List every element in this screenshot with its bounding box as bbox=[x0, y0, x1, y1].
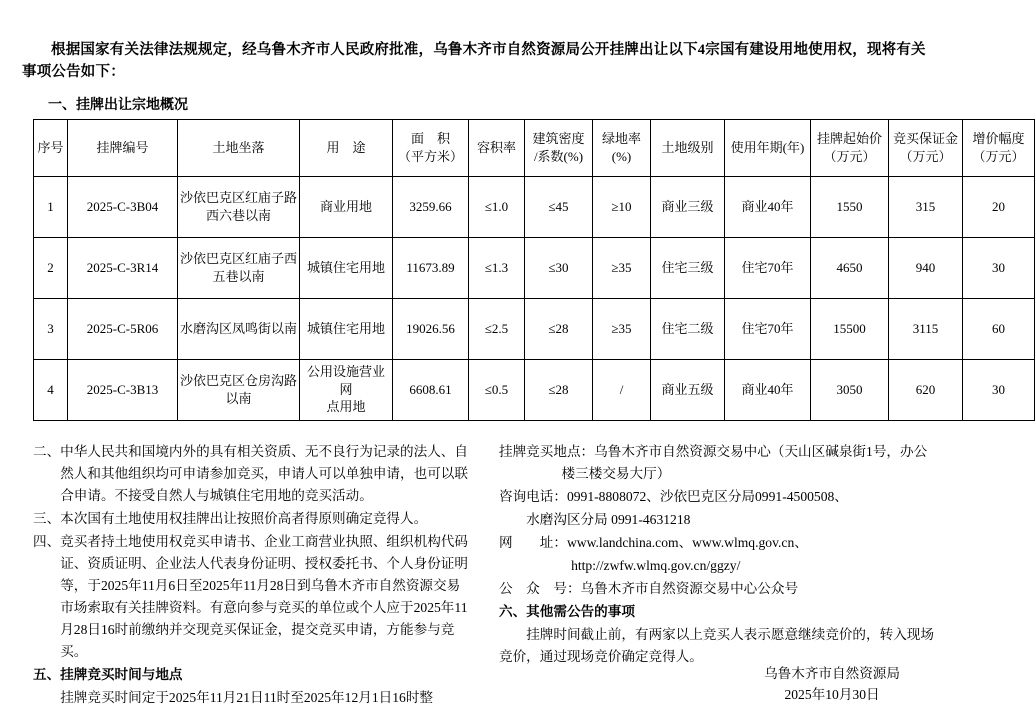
th-use bbox=[300, 119, 393, 176]
th-index bbox=[34, 119, 68, 176]
cell-area: 11673.89 bbox=[393, 237, 469, 298]
th-far bbox=[469, 119, 525, 176]
cell-density: ≤30 bbox=[525, 237, 593, 298]
notice-item-5-title: 五、挂牌竞买时间与地点 bbox=[33, 666, 183, 682]
th-area-l2: （平方米） bbox=[397, 148, 463, 164]
section-1-title: 一、挂牌出让宗地概况 bbox=[48, 97, 188, 113]
th-green-l2: (%) bbox=[611, 148, 632, 164]
cell-index: 3 bbox=[34, 298, 68, 359]
cell-green: / bbox=[593, 359, 651, 420]
cell-code: 2025-C-5R06 bbox=[68, 298, 178, 359]
th-area bbox=[393, 119, 469, 176]
contact-phone-line-2: 水磨沟区分局 0991-4631218 bbox=[526, 511, 691, 527]
cell-start-price: 1550 bbox=[811, 176, 889, 237]
cell-density: ≤45 bbox=[525, 176, 593, 237]
cell-use bbox=[300, 298, 393, 359]
cell-index: 4 bbox=[34, 359, 68, 420]
cell-location-l2: 西六巷以南 bbox=[205, 207, 271, 223]
th-density bbox=[525, 119, 593, 176]
th-density-l1: 建筑密度 bbox=[532, 130, 585, 146]
cell-grade: 商业三级 bbox=[651, 176, 725, 237]
th-increment bbox=[963, 119, 1035, 176]
notice-item-6-body: 挂牌时间截止前，有两家以上竞买人表示愿意继续竞价的，转入现场竞价，通过现场竞价确定竞得人。 bbox=[499, 626, 934, 664]
signature-block bbox=[764, 663, 900, 707]
th-grade-l1: 土地级别 bbox=[661, 139, 714, 155]
cell-location-l1: 水磨沟区凤鸣街以南 bbox=[180, 320, 298, 336]
contact-phone-line-1: 咨询电话：0991-8808072、沙依巴克区分局0991-4500508、 bbox=[499, 488, 848, 504]
cell-start-price: 15500 bbox=[811, 298, 889, 359]
cell-deposit: 940 bbox=[889, 237, 963, 298]
cell-use bbox=[300, 237, 393, 298]
table-row bbox=[34, 298, 1035, 359]
cell-years: 住宅70年 bbox=[725, 298, 811, 359]
cell-use-l1: 商业用地 bbox=[319, 198, 372, 214]
cell-location-l1: 沙依巴克区仓房沟路 bbox=[180, 372, 298, 388]
th-area-l1: 面 积 bbox=[410, 130, 450, 146]
issue-date: 2025年10月30日 bbox=[784, 687, 880, 703]
th-location bbox=[178, 119, 300, 176]
th-code bbox=[68, 119, 178, 176]
cell-area: 19026.56 bbox=[393, 298, 469, 359]
th-increment-l1: 增价幅度 bbox=[972, 130, 1025, 146]
cell-far: ≤0.5 bbox=[469, 359, 525, 420]
th-deposit-l1: 竞买保证金 bbox=[892, 130, 958, 146]
cell-far: ≤1.3 bbox=[469, 237, 525, 298]
cell-deposit: 315 bbox=[889, 176, 963, 237]
cell-increment: 60 bbox=[963, 298, 1035, 359]
cell-use bbox=[300, 359, 393, 420]
website-line-1: www.landchina.com、www.wlmq.gov.cn、 bbox=[566, 534, 808, 550]
table-row bbox=[34, 176, 1035, 237]
table-row bbox=[34, 359, 1035, 420]
cell-grade: 住宅三级 bbox=[651, 237, 725, 298]
cell-years: 商业40年 bbox=[725, 359, 811, 420]
cell-index: 2 bbox=[34, 237, 68, 298]
cell-increment: 30 bbox=[963, 237, 1035, 298]
cell-use-l2: 点用地 bbox=[326, 399, 366, 415]
th-green-l1: 绿地率 bbox=[601, 130, 641, 146]
website-row bbox=[499, 532, 938, 554]
cell-area: 6608.61 bbox=[393, 359, 469, 420]
website-line-2: http://zwfw.wlmq.gov.cn/ggzy/ bbox=[571, 557, 741, 573]
website-label: 网 址： bbox=[499, 534, 567, 550]
table-row bbox=[34, 237, 1035, 298]
notice-item-4: 四、竞买者持土地使用权竞买申请书、企业工商营业执照、组织机构代码证、资质证明、企业法人代表身份证明、授权委托书、个人身份证明等，于2025年11月6日至2025年11月28日到乌鲁木齐市自然资源交易市场索取有关挂牌资料。有意向参与竞买的单位或个人应于2025年11月28日16时前缴纳并交现竞买保证金，提交竞买申请，方能参与竞买。 bbox=[33, 533, 468, 659]
cell-location bbox=[178, 298, 300, 359]
cell-location bbox=[178, 359, 300, 420]
notice-item-3: 三、本次国有土地使用权挂牌出让按照价高者得原则确定竞得人。 bbox=[33, 510, 428, 526]
th-start-price bbox=[811, 119, 889, 176]
cell-start-price: 4650 bbox=[811, 237, 889, 298]
cell-years: 商业40年 bbox=[725, 176, 811, 237]
table-header-row bbox=[34, 119, 1035, 176]
th-green bbox=[593, 119, 651, 176]
cell-deposit: 3115 bbox=[889, 298, 963, 359]
cell-grade: 住宅二级 bbox=[651, 298, 725, 359]
auction-venue: 挂牌竞买地点：乌鲁木齐市自然资源交易中心（天山区碱泉街1号，办公楼三楼交易大厅） bbox=[499, 443, 928, 481]
cell-density: ≤28 bbox=[525, 359, 593, 420]
cell-green: ≥35 bbox=[593, 298, 651, 359]
intro-paragraph: 根据国家有关法律法规规定，经乌鲁木齐市人民政府批准，乌鲁木齐市自然资源局公开挂牌出让以下4宗国有建设用地使用权，现将有关事项公告如下： bbox=[22, 42, 926, 80]
cell-location-l2: 以南 bbox=[225, 390, 252, 406]
cell-grade: 商业五级 bbox=[651, 359, 725, 420]
th-deposit-l2: （万元） bbox=[899, 148, 952, 164]
cell-far: ≤2.5 bbox=[469, 298, 525, 359]
th-far-l1: 容积率 bbox=[476, 139, 516, 155]
cell-code: 2025-C-3B13 bbox=[68, 359, 178, 420]
th-grade bbox=[651, 119, 725, 176]
cell-location-l1: 沙依巴克区红庙子路 bbox=[180, 189, 298, 205]
issuing-organization: 乌鲁木齐市自然资源局 bbox=[764, 665, 900, 681]
cell-years: 住宅70年 bbox=[725, 237, 811, 298]
cell-green: ≥10 bbox=[593, 176, 651, 237]
th-years-l1: 使用年期(年) bbox=[730, 139, 805, 155]
cell-code: 2025-C-3R14 bbox=[68, 237, 178, 298]
cell-code: 2025-C-3B04 bbox=[68, 176, 178, 237]
th-years bbox=[725, 119, 811, 176]
cell-use bbox=[300, 176, 393, 237]
th-location-l1: 土地坐落 bbox=[212, 139, 265, 155]
cell-use-l1: 城镇住宅用地 bbox=[306, 259, 385, 275]
cell-use-l1: 城镇住宅用地 bbox=[306, 320, 385, 336]
cell-density: ≤28 bbox=[525, 298, 593, 359]
th-increment-l2: （万元） bbox=[972, 148, 1025, 164]
cell-far: ≤1.0 bbox=[469, 176, 525, 237]
cell-increment: 20 bbox=[963, 176, 1035, 237]
cell-green: ≥35 bbox=[593, 237, 651, 298]
th-index-l1: 序号 bbox=[37, 139, 64, 155]
notice-item-2: 二、中华人民共和国境内外的具有相关资质、无不良行为记录的法人、自然人和其他组织均可申请参加竞买，申请人可以单独申请，也可以联合申请。不接受自然人与城镇住宅用地的竞买活动。 bbox=[33, 443, 468, 503]
wechat-account: 公 众 号：乌鲁木齐市自然资源交易中心公众号 bbox=[499, 580, 799, 596]
notice-item-6-title: 六、其他需公告的事项 bbox=[499, 603, 635, 619]
cell-increment: 30 bbox=[963, 359, 1035, 420]
th-deposit bbox=[889, 119, 963, 176]
th-use-l1: 用 途 bbox=[326, 139, 366, 155]
cell-location bbox=[178, 176, 300, 237]
cell-use-l1: 公用设施营业网 bbox=[306, 364, 385, 397]
land-parcels-table bbox=[33, 119, 1035, 421]
notice-left-column bbox=[22, 441, 471, 710]
notice-item-5-body: 挂牌竞买时间定于2025年11月21日11时至2025年12月1日16时整 bbox=[60, 689, 434, 705]
cell-area: 3259.66 bbox=[393, 176, 469, 237]
th-density-l2: /系数(%) bbox=[533, 148, 584, 164]
cell-location-l1: 沙依巴克区红庙子西 bbox=[180, 250, 298, 266]
cell-deposit: 620 bbox=[889, 359, 963, 420]
th-start-price-l2: （万元） bbox=[823, 148, 876, 164]
cell-location-l2: 五巷以南 bbox=[212, 268, 265, 284]
cell-index: 1 bbox=[34, 176, 68, 237]
th-code-l1: 挂牌编号 bbox=[96, 139, 149, 155]
cell-location bbox=[178, 237, 300, 298]
cell-start-price: 3050 bbox=[811, 359, 889, 420]
th-start-price-l1: 挂牌起始价 bbox=[816, 130, 882, 146]
